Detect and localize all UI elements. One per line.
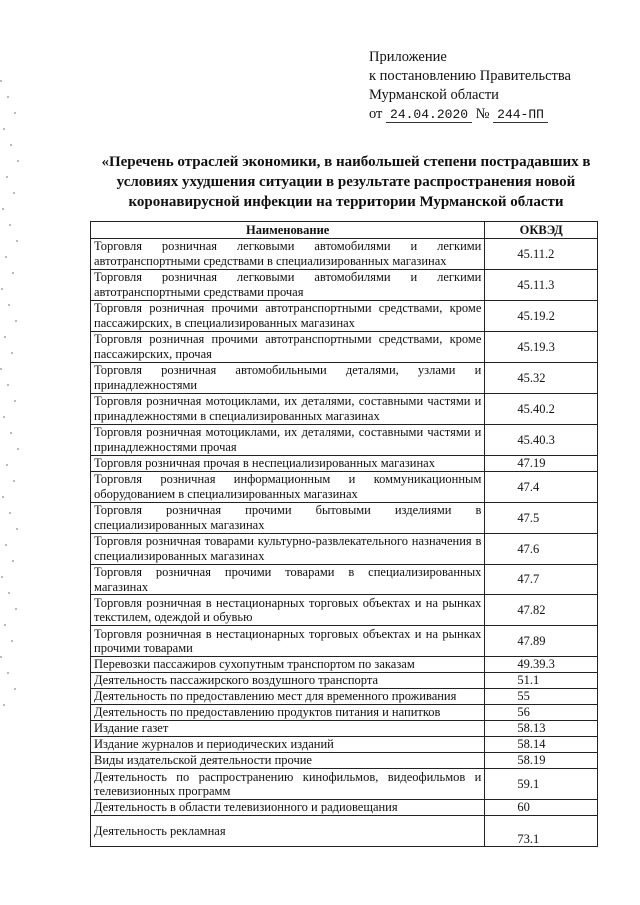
date-field: 24.04.2020 bbox=[386, 107, 472, 123]
okved-code-cell: 45.19.2 bbox=[485, 301, 598, 332]
okved-code-cell: 73.1 bbox=[485, 816, 598, 847]
okved-code-cell: 49.39.3 bbox=[485, 657, 598, 673]
okved-code-cell: 51.1 bbox=[485, 673, 598, 689]
table-row bbox=[91, 503, 598, 534]
okved-code-cell: 45.32 bbox=[485, 363, 598, 394]
speckle-mark bbox=[7, 384, 9, 386]
okved-code-cell: 47.19 bbox=[485, 456, 598, 472]
industry-name-cell: Торговля розничная мотоциклами, их деталями, составными частями и принадлежностями прочая bbox=[91, 425, 485, 456]
speckle-mark bbox=[8, 304, 10, 306]
table-row bbox=[91, 753, 598, 769]
industry-name-cell: Издание газет bbox=[91, 721, 485, 737]
okved-code-cell: 56 bbox=[485, 705, 598, 721]
industry-name-cell: Торговля розничная легковыми автомобилями и легкими автотранспортными средствами в специализированных магазинах bbox=[91, 239, 485, 270]
okved-code-cell: 45.40.3 bbox=[485, 425, 598, 456]
table-row bbox=[91, 239, 598, 270]
industries-table bbox=[90, 221, 598, 847]
table-row bbox=[91, 657, 598, 673]
table-row bbox=[91, 394, 598, 425]
table-row bbox=[91, 689, 598, 705]
okved-code-cell: 59.1 bbox=[485, 769, 598, 800]
number-field: 244-ПП bbox=[493, 107, 548, 123]
okved-code-cell: 58.14 bbox=[485, 737, 598, 753]
table-row bbox=[91, 301, 598, 332]
industry-name-cell: Торговля розничная прочая в неспециализированных магазинах bbox=[91, 456, 485, 472]
table-row bbox=[91, 363, 598, 394]
speckle-mark bbox=[16, 240, 18, 242]
speckle-mark bbox=[7, 672, 9, 674]
speckle-mark bbox=[9, 512, 11, 514]
table-row bbox=[91, 332, 598, 363]
table-row bbox=[91, 425, 598, 456]
speckle-mark bbox=[5, 544, 7, 546]
speckle-mark bbox=[1, 288, 3, 290]
okved-code-cell: 47.82 bbox=[485, 595, 598, 626]
industry-name-cell: Торговля розничная мотоциклами, их деталями, составными частями и принадлежностями в специализированных магазинах bbox=[91, 394, 485, 425]
speckle-mark bbox=[15, 608, 17, 610]
table-row bbox=[91, 626, 598, 657]
speckle-mark bbox=[14, 688, 16, 690]
industry-name-cell: Деятельность по распространению кинофильмов, видеофильмов и телевизионных программ bbox=[91, 769, 485, 800]
speckle-mark bbox=[13, 480, 15, 482]
speckle-mark bbox=[3, 704, 5, 706]
table-row bbox=[91, 673, 598, 689]
industry-name-cell: Торговля розничная прочими бытовыми изделиями в специализированных магазинах bbox=[91, 503, 485, 534]
table-row bbox=[91, 456, 598, 472]
speckle-mark bbox=[3, 416, 5, 418]
margin-stamp-marks bbox=[0, 80, 22, 720]
okved-code-cell: 45.19.3 bbox=[485, 332, 598, 363]
okved-code-cell: 47.5 bbox=[485, 503, 598, 534]
header-date-line bbox=[369, 105, 571, 124]
industry-name-cell: Издание журналов и периодических изданий bbox=[91, 737, 485, 753]
document-title: «Перечень отраслей экономики, в наибольшей степени пострадавших в условиях ухудшения ситуации в результате распространения новой коронавирусной инфекции на территории Мурманской области bbox=[101, 154, 591, 210]
number-prefix: № bbox=[475, 106, 490, 122]
industry-name-cell: Деятельность в области телевизионного и радиовещания bbox=[91, 800, 485, 816]
speckle-mark bbox=[1, 576, 3, 578]
industry-name-cell: Торговля розничная в нестационарных торговых объектах и на рынках прочими товарами bbox=[91, 626, 485, 657]
industry-name-cell: Деятельность пассажирского воздушного транспорта bbox=[91, 673, 485, 689]
speckle-mark bbox=[17, 160, 19, 162]
speckle-mark bbox=[6, 464, 8, 466]
table-row bbox=[91, 705, 598, 721]
speckle-mark bbox=[0, 656, 2, 658]
industry-name-cell: Торговля розничная в нестационарных торговых объектах и на рынках текстилем, одеждой и обувью bbox=[91, 595, 485, 626]
industry-name-cell: Деятельность по предоставлению продуктов питания и напитков bbox=[91, 705, 485, 721]
header-line-3: Мурманской области bbox=[369, 87, 499, 103]
industry-name-cell: Торговля розничная прочими товарами в специализированных магазинах bbox=[91, 565, 485, 595]
column-header-code: ОКВЭД bbox=[485, 222, 598, 239]
table-header-row bbox=[91, 222, 598, 239]
table-row bbox=[91, 769, 598, 800]
okved-code-cell: 47.7 bbox=[485, 565, 598, 595]
okved-code-cell: 60 bbox=[485, 800, 598, 816]
speckle-mark bbox=[15, 320, 17, 322]
speckle-mark bbox=[17, 448, 19, 450]
table-row bbox=[91, 595, 598, 626]
okved-code-cell: 58.13 bbox=[485, 721, 598, 737]
speckle-mark bbox=[10, 432, 12, 434]
speckle-mark bbox=[4, 624, 6, 626]
speckle-mark bbox=[11, 640, 13, 642]
speckle-mark bbox=[2, 496, 4, 498]
table-row bbox=[91, 534, 598, 565]
okved-code-cell: 55 bbox=[485, 689, 598, 705]
okved-code-cell: 47.89 bbox=[485, 626, 598, 657]
okved-code-cell: 45.11.3 bbox=[485, 270, 598, 301]
industry-name-cell: Торговля розничная информационным и коммуникационным оборудованием в специализированных магазинах bbox=[91, 472, 485, 503]
table-row bbox=[91, 737, 598, 753]
industry-name-cell: Торговля розничная прочими автотранспортными средствами, кроме пассажирских, прочая bbox=[91, 332, 485, 363]
speckle-mark bbox=[6, 176, 8, 178]
speckle-mark bbox=[12, 560, 14, 562]
header-line-2: к постановлению Правительства bbox=[369, 68, 571, 84]
industry-name-cell: Торговля розничная автомобильными деталями, узлами и принадлежностями bbox=[91, 363, 485, 394]
speckle-mark bbox=[5, 256, 7, 258]
table-row bbox=[91, 721, 598, 737]
speckle-mark bbox=[14, 112, 16, 114]
speckle-mark bbox=[16, 528, 18, 530]
industry-name-cell: Перевозки пассажиров сухопутным транспортом по заказам bbox=[91, 657, 485, 673]
industry-name-cell: Деятельность рекламная bbox=[91, 816, 485, 847]
speckle-mark bbox=[10, 144, 12, 146]
speckle-mark bbox=[9, 224, 11, 226]
speckle-mark bbox=[13, 192, 15, 194]
industry-name-cell: Виды издательской деятельности прочие bbox=[91, 753, 485, 769]
table-body bbox=[91, 239, 598, 847]
column-header-name: Наименование bbox=[91, 222, 485, 239]
speckle-mark bbox=[12, 272, 14, 274]
speckle-mark bbox=[11, 352, 13, 354]
industry-name-cell: Торговля розничная прочими автотранспортными средствами, кроме пассажирских, в специализированных магазинах bbox=[91, 301, 485, 332]
speckle-mark bbox=[14, 400, 16, 402]
table-row bbox=[91, 800, 598, 816]
speckle-mark bbox=[3, 128, 5, 130]
table-row bbox=[91, 816, 598, 847]
table-row bbox=[91, 565, 598, 595]
speckle-mark bbox=[0, 80, 2, 82]
date-prefix: от bbox=[369, 106, 383, 122]
speckle-mark bbox=[4, 336, 6, 338]
okved-code-cell: 45.40.2 bbox=[485, 394, 598, 425]
speckle-mark bbox=[7, 96, 9, 98]
table-row bbox=[91, 270, 598, 301]
okved-code-cell: 47.4 bbox=[485, 472, 598, 503]
header-line-1: Приложение bbox=[369, 49, 447, 65]
speckle-mark bbox=[8, 592, 10, 594]
industry-name-cell: Деятельность по предоставлению мест для временного проживания bbox=[91, 689, 485, 705]
okved-code-cell: 45.11.2 bbox=[485, 239, 598, 270]
industry-name-cell: Торговля розничная легковыми автомобилями и легкими автотранспортными средствами прочая bbox=[91, 270, 485, 301]
industry-name-cell: Торговля розничная товарами культурно-развлекательного назначения в специализированных магазинах bbox=[91, 534, 485, 565]
appendix-header bbox=[369, 48, 571, 124]
speckle-mark bbox=[2, 208, 4, 210]
okved-code-cell: 47.6 bbox=[485, 534, 598, 565]
okved-code-cell: 58.19 bbox=[485, 753, 598, 769]
speckle-mark bbox=[0, 368, 2, 370]
table-row bbox=[91, 472, 598, 503]
